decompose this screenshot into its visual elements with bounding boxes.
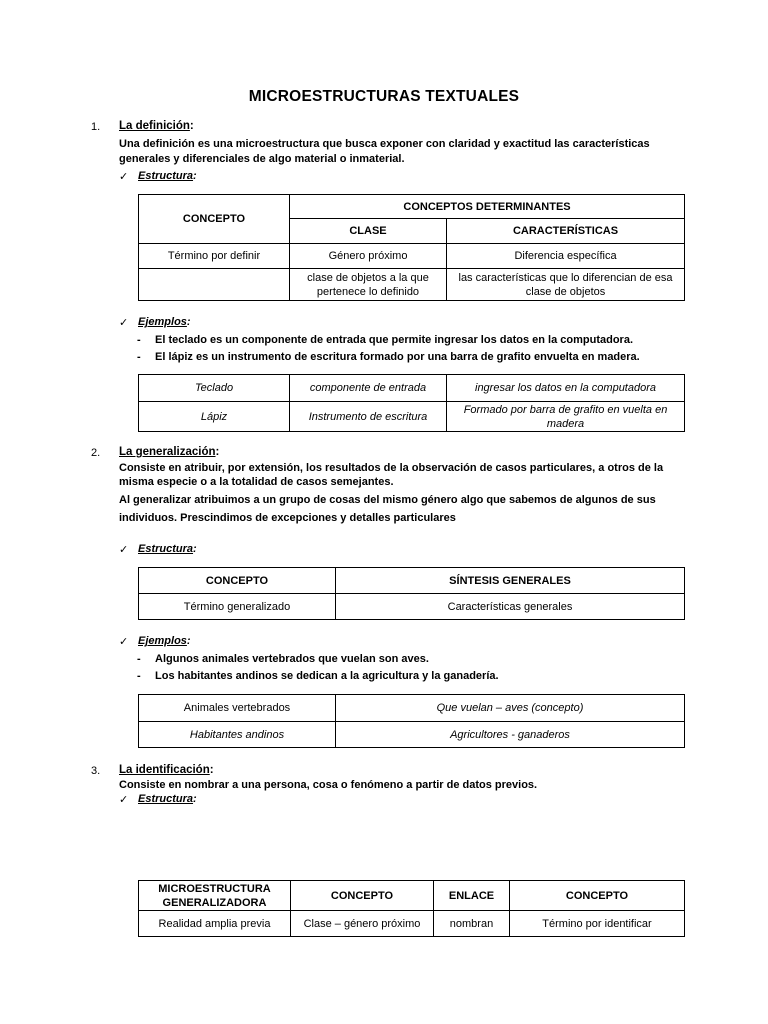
table-cell: nombran (434, 911, 510, 937)
table-header-enlace: ENLACE (434, 881, 510, 911)
section-1-ejemplos-label: Ejemplos (138, 316, 187, 328)
section-2-heading (119, 446, 219, 458)
section-2-estructura (138, 543, 197, 555)
table-cell: Habitantes andinos (139, 722, 336, 748)
table-cell: Término por definir (139, 244, 290, 269)
table-cell: Lápiz (139, 402, 290, 432)
generalizacion-structure-table (138, 567, 685, 620)
table-header-conceptos-determinantes: CONCEPTOS DETERMINANTES (290, 195, 685, 219)
checkmark-icon: ✓ (119, 544, 129, 556)
section-1-paragraph: Una definición es una microestructura que busca exponer con claridad y exactitud las características generales y diferenciales de algo material o inmaterial. (119, 138, 650, 165)
table-cell: Teclado (139, 375, 290, 402)
section-1-heading-colon: : (189, 120, 194, 132)
checkmark-icon: ✓ (119, 794, 129, 806)
checkmark-icon: ✓ (119, 171, 129, 183)
table-cell: Que vuelan – aves (concepto) (336, 695, 685, 722)
table-cell (139, 269, 290, 301)
section-2-examples-list (137, 651, 697, 685)
page-title: MICROESTRUCTURAS TEXTUALES (248, 88, 520, 105)
checkmark-icon: ✓ (119, 636, 129, 648)
table-header-sintesis: SÍNTESIS GENERALES (336, 568, 685, 594)
section-2-ejemplos-label: Ejemplos (138, 635, 187, 647)
table-cell: clase de objetos a la que pertenece lo definido (290, 269, 447, 301)
section-3-heading-colon: : (209, 764, 214, 776)
table-cell: Agricultores - ganaderos (336, 722, 685, 748)
section-1-estructura-label: Estructura (138, 170, 194, 182)
section-1-estructura (138, 170, 197, 182)
list-item: - El lápiz es un instrumento de escritura formado por una barra de grafito envuelta en madera. (137, 349, 697, 366)
table-cell: Características generales (336, 594, 685, 620)
section-2-number: 2. (91, 447, 101, 459)
list-item: - Algunos animales vertebrados que vuelan son aves. (137, 651, 697, 668)
section-2-heading-colon: : (215, 446, 220, 458)
section-1-ejemplos (138, 316, 191, 328)
definicion-structure-table (138, 194, 685, 301)
table-header-clase: CLASE (290, 219, 447, 244)
section-1-heading-text: La definición (119, 120, 190, 132)
section-2-paragraph-2: Al generalizar atribuimos a un grupo de cosas del mismo género algo que sabemos de algunos de sus individuos. Prescindimos de excepciones y detalles particulares (119, 494, 656, 524)
section-2-estructura-colon: : (193, 543, 197, 555)
section-2-heading-text: La generalización (119, 446, 216, 458)
checkmark-icon: ✓ (119, 317, 129, 329)
section-2-paragraph-1: Consiste en atribuir, por extensión, los resultados de la observación de casos particulares, a otros de la misma especie o a la totalidad de casos semejantes. (119, 462, 664, 488)
section-2-ejemplos-colon: : (186, 635, 191, 647)
section-3-heading (119, 764, 214, 776)
table-cell: Término por identificar (510, 911, 685, 937)
table-cell: Instrumento de escritura (290, 402, 447, 432)
table-header-concepto: CONCEPTO (139, 568, 336, 594)
table-header-caracteristicas: CARACTERÍSTICAS (447, 219, 685, 244)
list-item: - Los habitantes andinos se dedican a la agricultura y la ganadería. (137, 668, 697, 685)
table-cell: Realidad amplia previa (139, 911, 291, 937)
identificacion-structure-table (138, 880, 685, 937)
generalizacion-examples-table (138, 694, 685, 748)
section-1-examples-list (137, 332, 697, 366)
table-header-concepto: CONCEPTO (291, 881, 434, 911)
table-header-concepto: CONCEPTO (139, 195, 290, 244)
section-3-number: 3. (91, 765, 101, 777)
table-cell: Formado por barra de grafito en vuelta en madera (447, 402, 685, 432)
table-cell: Animales vertebrados (139, 695, 336, 722)
table-cell: Clase – género próximo (291, 911, 434, 937)
section-3-estructura (138, 793, 197, 805)
section-2-ejemplos (138, 635, 191, 647)
section-1-ejemplos-colon: : (186, 316, 191, 328)
section-1-heading (119, 120, 194, 132)
table-cell: las características que lo diferencian de esa clase de objetos (447, 269, 685, 301)
table-header-concepto: CONCEPTO (510, 881, 685, 911)
section-3-estructura-label: Estructura (138, 793, 194, 805)
list-item: - El teclado es un componente de entrada que permite ingresar los datos en la computadora. (137, 332, 697, 349)
section-3-estructura-colon: : (193, 793, 197, 805)
section-3-paragraph: Consiste en nombrar a una persona, cosa o fenómeno a partir de datos previos. (119, 779, 538, 791)
table-cell: componente de entrada (290, 375, 447, 402)
table-cell: Término generalizado (139, 594, 336, 620)
table-cell: Diferencia específica (447, 244, 685, 269)
table-cell: Género próximo (290, 244, 447, 269)
table-cell: ingresar los datos en la computadora (447, 375, 685, 402)
section-1-number: 1. (91, 121, 101, 133)
section-3-heading-text: La identificación (119, 764, 210, 776)
section-1-estructura-colon: : (193, 170, 197, 182)
table-header-microestructura: MICROESTRUCTURA GENERALIZADORA (139, 881, 291, 911)
section-2-estructura-label: Estructura (138, 543, 194, 555)
definicion-examples-table (138, 374, 685, 432)
